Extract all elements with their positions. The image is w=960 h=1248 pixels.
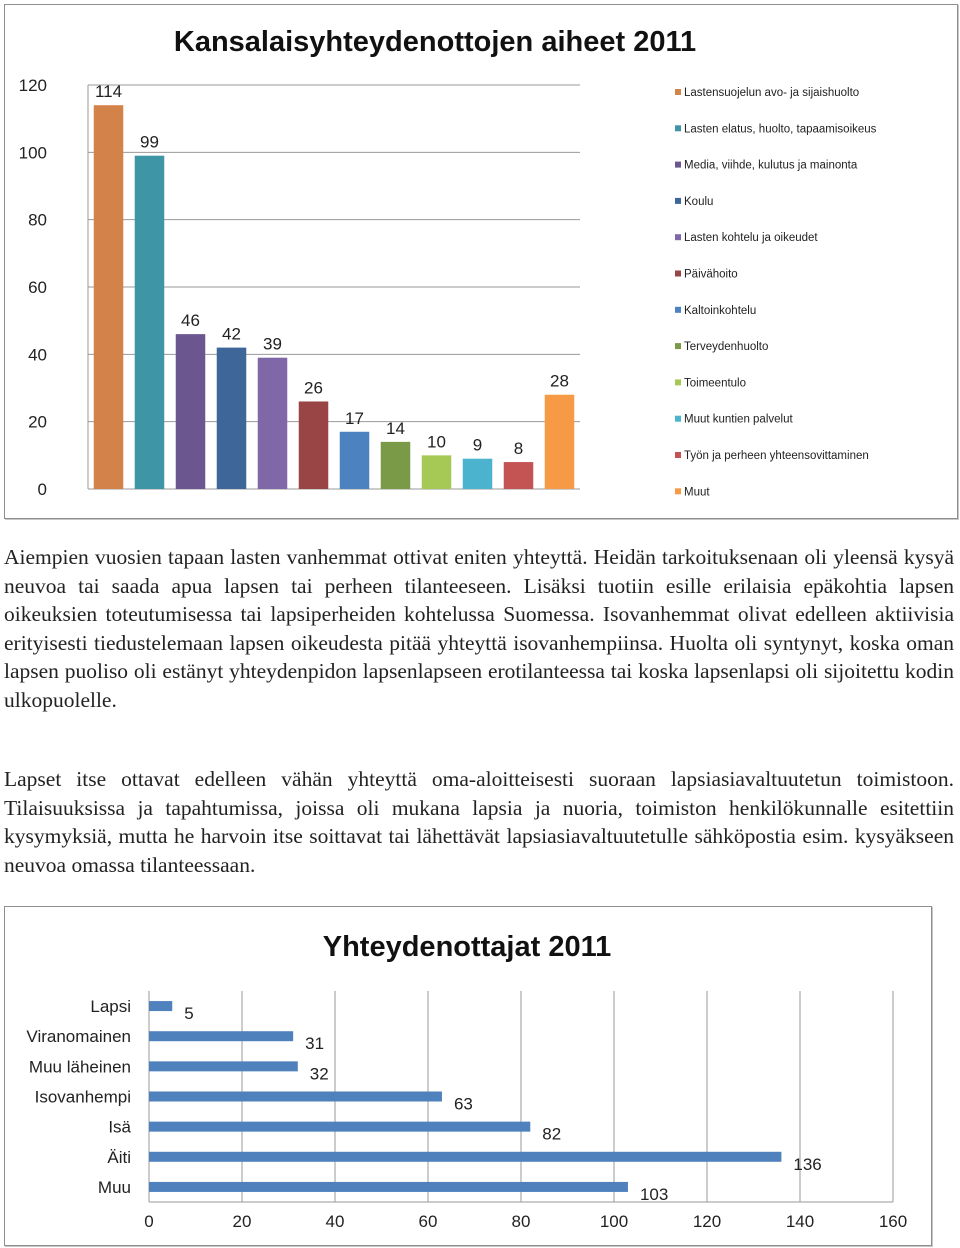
bar [176,334,206,489]
bar [258,358,288,489]
y-tick-label: 120 [18,76,47,95]
legend-swatch [675,198,681,204]
x-tick-label: 100 [599,1212,629,1231]
chart-contacts-2011 [4,906,932,1246]
legend-label: Lasten elatus, huolto, tapaamisoikeus [684,123,877,136]
data-label: 63 [453,1094,473,1114]
legend-swatch [675,162,681,168]
legend-label: Työn ja perheen yhteensovittaminen [684,450,869,462]
x-tick-label: 140 [785,1212,815,1231]
legend-label: Lastensuojelun avo- ja sijaishuolto [684,87,860,99]
x-tick-label: 0 [144,1212,154,1231]
data-label: 17 [345,408,364,428]
paragraph-1: Aiempien vuosien tapaan lasten vanhemmat ottivat eniten yhteyttä. Heidän tarkoituksenaan oli yleensä kysyä neuvoa tai saada apua lapsen tai perheen tilanteeseen. Lisäksi tuotiin esille erilaisia epäkohtia lapsen oikeuksien toteutumisessa tai lapsiperheiden kohtelussa Suomessa. Isovanhemmat olivat edelleen aktiivisia erityisesti tiedustelemaan lapsen oikeudesta pitää yhteyttä isovanhempiinsa. Huolta oli syntynyt, koska oman lapsen puoliso oli estänyt yhteydenpidon lapsenlapseen erotilanteessa tai koska lapsenlapsi oli sijoitettu kodin ulkopuolelle. [4,545,954,712]
legend-swatch [675,89,681,95]
bar [381,442,411,489]
data-label: 46 [181,311,200,331]
chart-topics-2011 [4,4,958,519]
x-tick-label: 80 [511,1212,531,1231]
legend-label: Koulu [684,195,714,208]
y-tick-label: 20 [28,412,47,432]
data-label: 99 [140,132,159,152]
bar [149,1031,293,1041]
bar [149,1152,781,1162]
x-tick-label: 40 [325,1212,345,1231]
legend-swatch [675,488,681,494]
y-tick-label: 0 [37,480,47,499]
legend-swatch [675,271,681,277]
bar [135,156,165,489]
y-axis-ticks [19,76,47,499]
x-tick-label: 160 [878,1212,908,1231]
legend-label: Kaltoinkohtelu [684,304,757,317]
legend-label: Toimeentulo [684,377,747,390]
bar [149,1001,172,1011]
x-tick-label: 120 [692,1212,722,1231]
legend-label: Muut kuntien palvelut [684,413,793,426]
y-tick-label: 60 [28,278,47,297]
legend-swatch [675,416,681,422]
legend-label: Terveydenhuolto [684,341,769,354]
legend-label: Media, viihde, kulutus ja mainonta [684,159,858,172]
data-label: 103 [639,1184,669,1204]
x-axis-ticks [144,1212,907,1231]
data-label: 5 [184,1004,194,1024]
category-label: Muu läheinen [28,1057,131,1077]
data-label: 136 [793,1154,822,1174]
data-label: 42 [222,324,241,344]
legend-label: Lasten kohtelu ja oikeudet [684,232,818,245]
x-tick-label: 60 [418,1212,438,1231]
data-label: 32 [309,1064,329,1084]
bar [149,1092,442,1102]
data-label: 14 [386,418,405,438]
paragraph-2: Lapset itse ottavat edelleen vähän yhteyttä oma-aloitteisesti suoraan lapsiasiavaltuutetun toimistoon. Tilaisuuksissa ja tapahtumissa, joissa oli mukana lapsia ja nuoria, toimiston henkilökunnalle esitettiin kysymyksiä, mutta he harvoin itse soittavat tai lähettävät lapsiasiavaltuutetulle sähköpostia esim. kysyäkseen neuvoa omassa tilanteessaan. [4,767,954,877]
data-label: 39 [263,334,282,354]
chart-title: Kansalaisyhteydenottojen aiheet 2011 [173,26,697,58]
bar [149,1122,530,1132]
legend-swatch [675,452,681,458]
x-tick-label: 20 [232,1212,252,1231]
bar [299,401,329,489]
data-label: 31 [305,1034,325,1054]
data-label: 9 [472,435,483,455]
data-label: 26 [304,378,323,398]
data-label: 82 [542,1124,562,1144]
chart-title: Yhteydenottajat 2011 [322,931,612,963]
y-tick-label: 100 [18,143,47,163]
legend-swatch [675,307,681,313]
data-label: 114 [94,82,123,102]
topics-bar-chart-svg [5,5,957,518]
bar [463,459,493,489]
bar [422,455,452,489]
legend [675,87,877,498]
legend-swatch [675,234,681,240]
bar [545,395,575,489]
contacts-bar-chart-svg [5,907,931,1245]
category-label: Muu [97,1177,131,1197]
bar [149,1061,298,1071]
legend-label: Päivähoito [684,268,738,281]
data-labels [95,82,569,458]
y-tick-label: 40 [28,345,47,365]
category-labels [26,997,131,1197]
category-label: Lapsi [90,997,131,1017]
category-label: Isovanhempi [34,1087,131,1107]
legend-swatch [675,343,681,349]
legend-label: Muut [684,486,710,499]
data-label: 10 [427,432,446,452]
bar [149,1182,628,1192]
legend-swatch [675,125,681,131]
bar [217,348,247,489]
y-tick-label: 80 [28,210,47,230]
category-label: Isä [108,1117,131,1137]
data-label: 8 [513,439,524,459]
bar [94,105,124,489]
bar [504,462,534,489]
bar [340,432,370,489]
data-label: 28 [550,371,569,391]
legend-swatch [675,379,681,385]
category-label: Viranomainen [26,1027,131,1047]
bars [94,105,575,489]
category-label: Äiti [107,1147,131,1167]
